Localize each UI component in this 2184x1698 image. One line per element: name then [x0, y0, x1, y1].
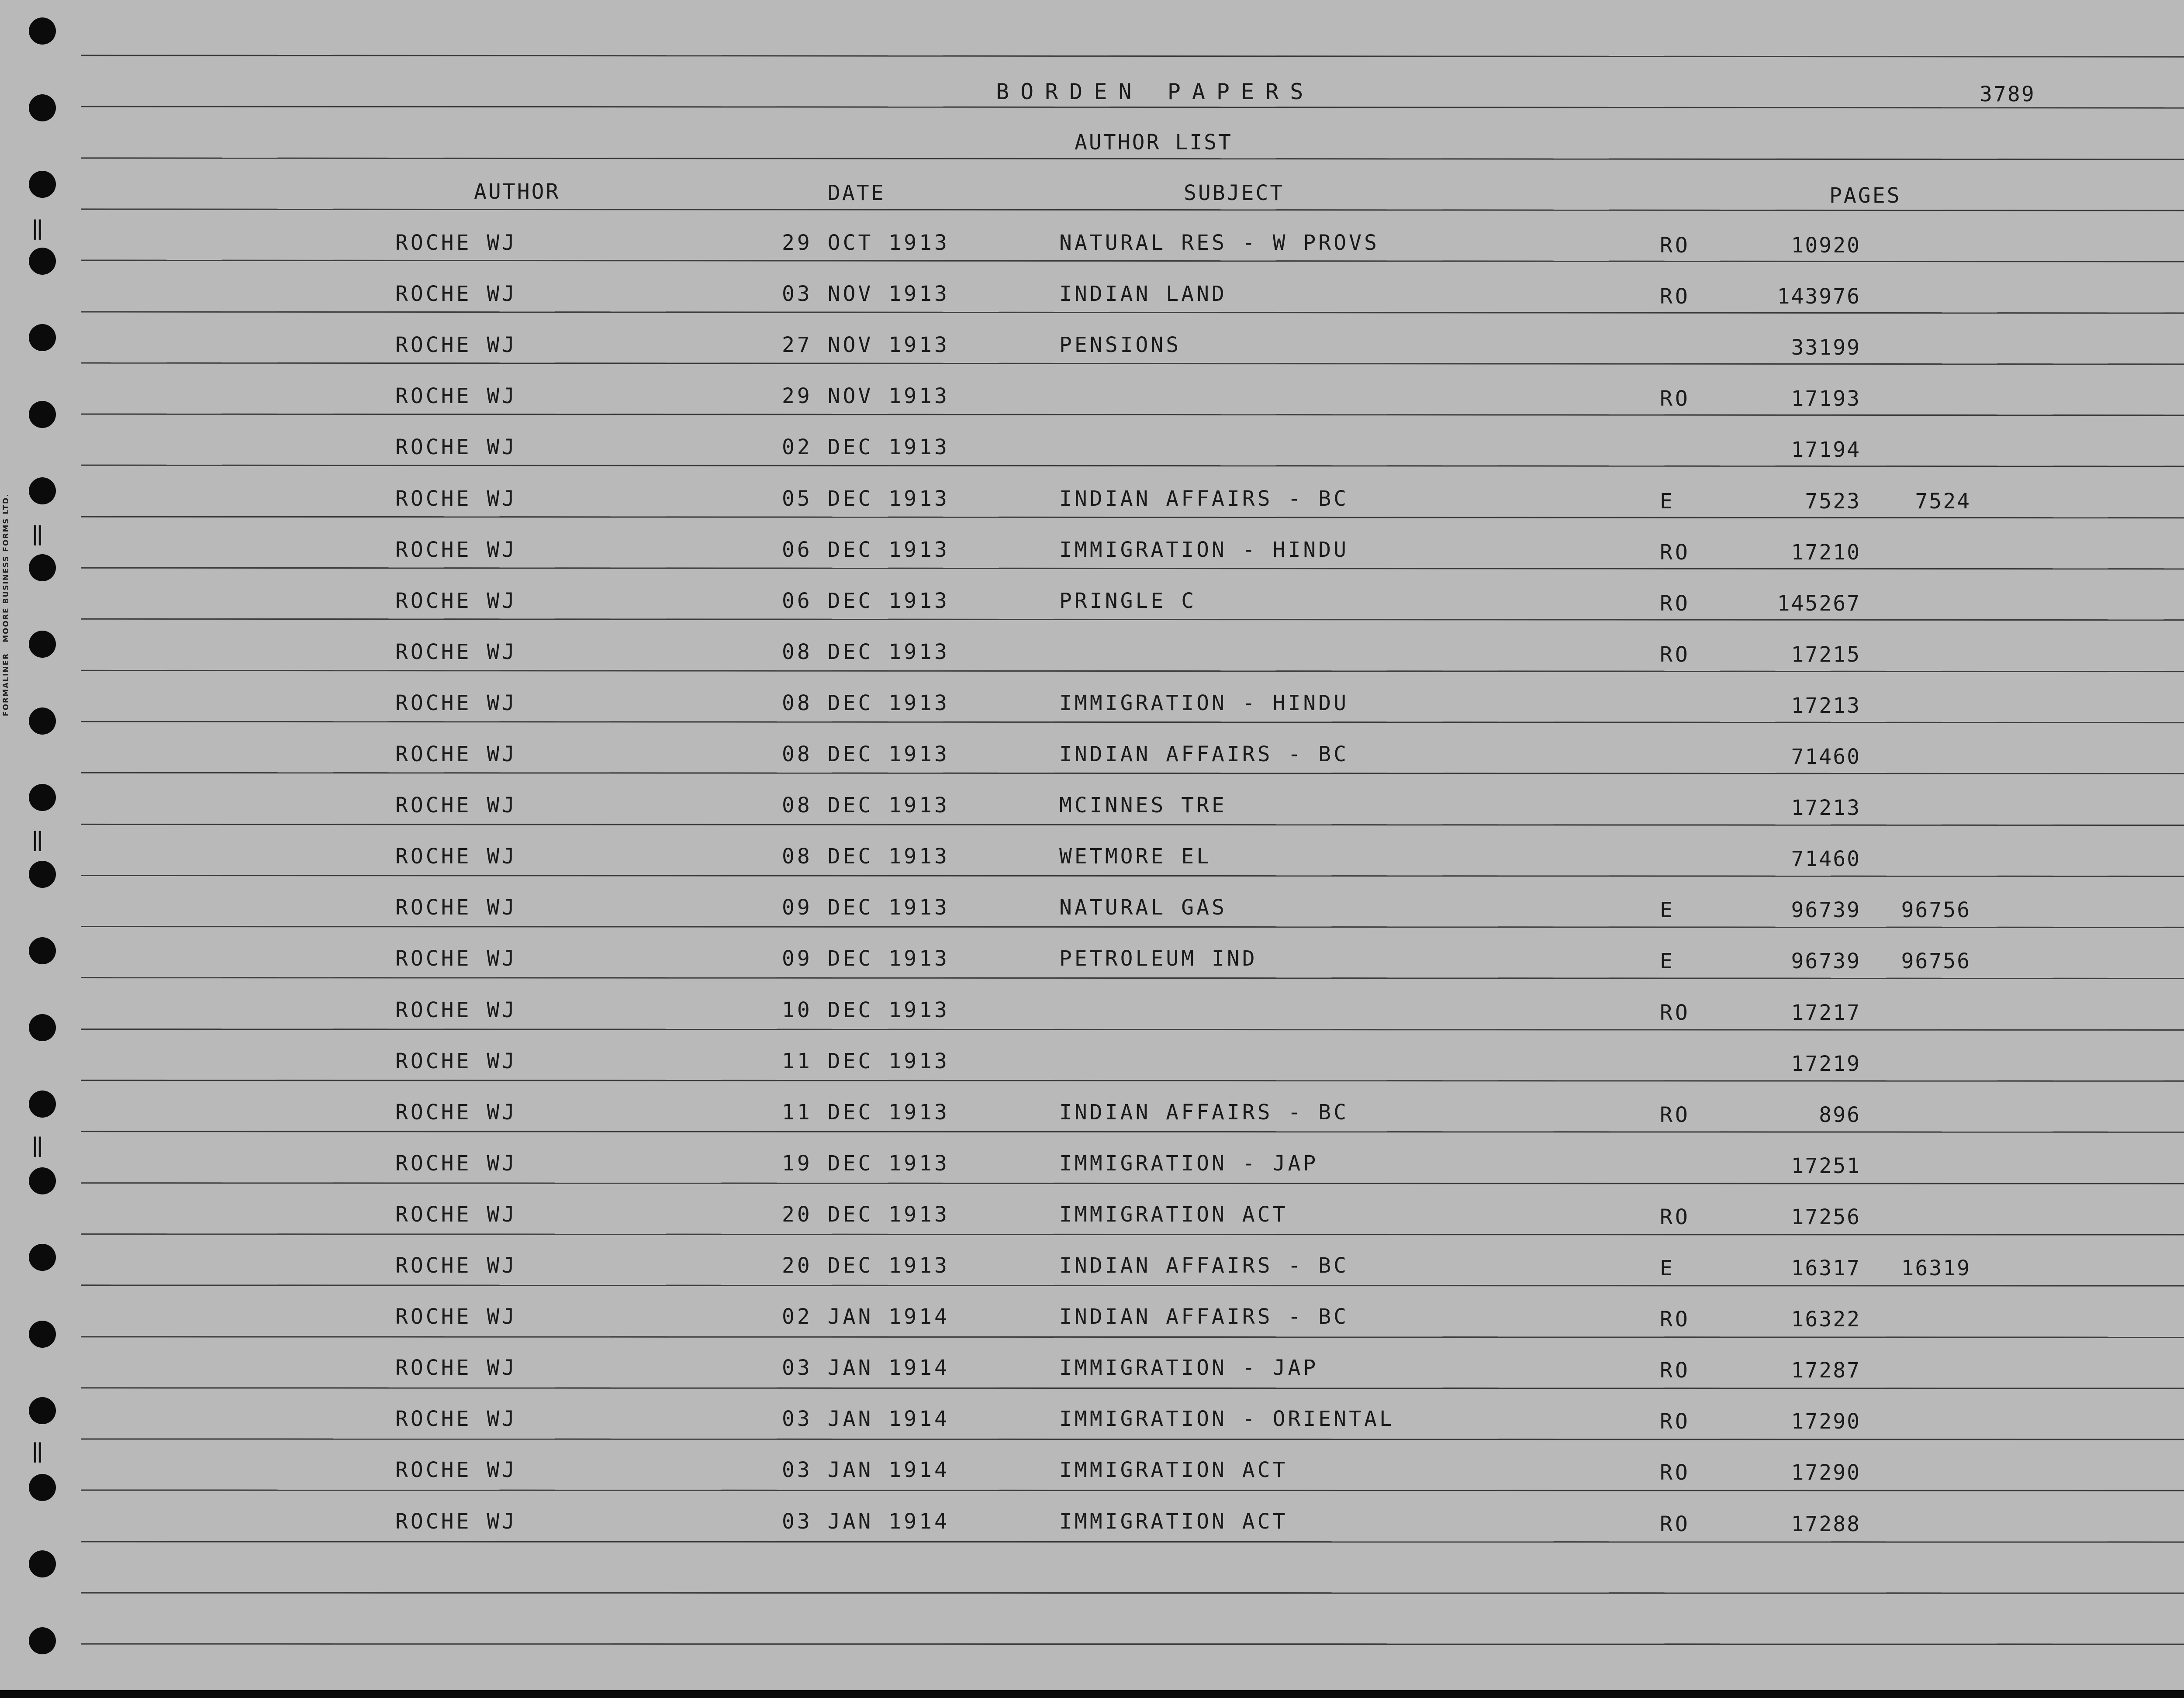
page-end-cell: 7524: [1915, 489, 1971, 514]
author-cell: ROCHE WJ: [395, 998, 518, 1022]
form-rule: [81, 824, 2184, 826]
page-end-cell: 96756: [1901, 949, 1971, 973]
subject-cell: IMMIGRATION ACT: [1059, 1509, 1288, 1534]
author-cell: ROCHE WJ: [395, 282, 518, 306]
page-start-cell: 17219: [1791, 1052, 1861, 1076]
form-rule: [81, 1028, 2184, 1031]
subject-cell: WETMORE EL: [1059, 844, 1212, 869]
author-cell: ROCHE WJ: [395, 742, 518, 766]
author-cell: ROCHE WJ: [395, 1407, 518, 1431]
left-feed-hole: [29, 1321, 56, 1348]
date-cell: 02 DEC 1913: [782, 435, 950, 459]
code-cell: E: [1660, 1256, 1675, 1280]
date-cell: 08 DEC 1913: [782, 640, 950, 664]
author-cell: ROCHE WJ: [395, 1509, 518, 1534]
subject-cell: IMMIGRATION - JAP: [1059, 1356, 1319, 1380]
subject-cell: INDIAN AFFAIRS - BC: [1059, 487, 1349, 511]
date-cell: 03 JAN 1914: [782, 1407, 950, 1431]
code-cell: RO: [1660, 387, 1690, 411]
page-start-cell: 7523: [1805, 489, 1861, 514]
left-feed-hole: [29, 401, 56, 428]
author-cell: ROCHE WJ: [395, 793, 518, 818]
code-cell: RO: [1660, 1358, 1690, 1383]
margin-print: FORMALINER MOORE BUSINESS FORMS LTD.: [2, 493, 10, 716]
date-cell: 02 JAN 1914: [782, 1305, 950, 1329]
form-rule: [81, 1489, 2184, 1491]
form-rule: [81, 670, 2184, 672]
form-rule: [81, 977, 2184, 979]
date-cell: 20 DEC 1913: [782, 1202, 950, 1227]
subject-cell: IMMIGRATION ACT: [1059, 1202, 1288, 1227]
form-rule: [81, 414, 2184, 416]
author-cell: ROCHE WJ: [395, 231, 518, 255]
left-feed-hole: [29, 17, 56, 45]
left-feed-hole: [29, 248, 56, 275]
page-start-cell: 17287: [1791, 1358, 1861, 1383]
code-cell: RO: [1660, 1307, 1690, 1332]
subject-cell: INDIAN AFFAIRS - BC: [1059, 1253, 1349, 1278]
left-feed-hole: [29, 1167, 56, 1194]
left-feed-hole: [29, 631, 56, 658]
form-rule: [81, 567, 2184, 570]
author-cell: ROCHE WJ: [395, 589, 518, 613]
date-cell: 29 NOV 1913: [782, 384, 950, 408]
subject-cell: NATURAL GAS: [1059, 895, 1227, 920]
form-rule: [81, 721, 2184, 723]
perforation-mark: ‖: [31, 1439, 42, 1463]
page-start-cell: 10920: [1791, 233, 1861, 258]
date-cell: 11 DEC 1913: [782, 1049, 950, 1073]
page-start-cell: 17213: [1791, 694, 1861, 718]
left-feed-hole: [29, 324, 56, 351]
form-rule: [81, 772, 2184, 774]
page-start-cell: 17290: [1791, 1460, 1861, 1485]
author-cell: ROCHE WJ: [395, 1100, 518, 1125]
subject-cell: NATURAL RES - W PROVS: [1059, 231, 1379, 255]
subject-cell: INDIAN LAND: [1059, 282, 1227, 306]
form-rule: [81, 1080, 2184, 1082]
code-cell: RO: [1660, 233, 1690, 258]
date-cell: 06 DEC 1913: [782, 589, 950, 613]
code-cell: RO: [1660, 540, 1690, 565]
column-header-author: AUTHOR: [474, 179, 560, 204]
author-cell: ROCHE WJ: [395, 333, 518, 357]
page-start-cell: 17210: [1791, 540, 1861, 565]
left-feed-hole: [29, 861, 56, 888]
page-end-cell: 16319: [1901, 1256, 1971, 1280]
author-cell: ROCHE WJ: [395, 1458, 518, 1482]
page-start-cell: 145267: [1777, 591, 1861, 616]
left-feed-hole: [29, 1091, 56, 1118]
author-cell: ROCHE WJ: [395, 946, 518, 971]
page-number: 3789: [1980, 82, 2035, 107]
date-cell: 08 DEC 1913: [782, 691, 950, 715]
date-cell: 03 JAN 1914: [782, 1509, 950, 1534]
form-rule: [81, 311, 2184, 314]
subject-cell: PETROLEUM IND: [1059, 946, 1258, 971]
left-feed-hole: [29, 1550, 56, 1577]
page-start-cell: 17213: [1791, 796, 1861, 820]
code-cell: RO: [1660, 591, 1690, 616]
date-cell: 08 DEC 1913: [782, 844, 950, 869]
left-feed-hole: [29, 1627, 56, 1654]
author-cell: ROCHE WJ: [395, 384, 518, 408]
code-cell: E: [1660, 489, 1675, 514]
page-start-cell: 17193: [1791, 387, 1861, 411]
form-rule: [81, 1541, 2184, 1543]
list-title: AUTHOR LIST: [1075, 130, 1233, 155]
code-cell: RO: [1660, 1205, 1690, 1229]
code-cell: RO: [1660, 1409, 1690, 1434]
form-rule: [81, 259, 2184, 262]
subject-cell: INDIAN AFFAIRS - BC: [1059, 1305, 1349, 1329]
code-cell: E: [1660, 949, 1675, 973]
left-feed-hole: [29, 708, 56, 735]
author-cell: ROCHE WJ: [395, 435, 518, 459]
perforation-mark: ‖: [31, 216, 42, 240]
date-cell: 19 DEC 1913: [782, 1151, 950, 1176]
page-start-cell: 896: [1819, 1103, 1861, 1127]
perforation-mark: ‖: [31, 522, 42, 545]
code-cell: RO: [1660, 1512, 1690, 1536]
left-feed-hole: [29, 1244, 56, 1271]
page-start-cell: 17290: [1791, 1409, 1861, 1434]
form-rule: [81, 926, 2184, 928]
author-cell: ROCHE WJ: [395, 844, 518, 869]
author-cell: ROCHE WJ: [395, 1356, 518, 1380]
date-cell: 27 NOV 1913: [782, 333, 950, 357]
page-start-cell: 96739: [1791, 949, 1861, 973]
column-header-pages: PAGES: [1829, 183, 1901, 208]
page-start-cell: 16322: [1791, 1307, 1861, 1332]
date-cell: 20 DEC 1913: [782, 1253, 950, 1278]
author-cell: ROCHE WJ: [395, 487, 518, 511]
left-feed-hole: [29, 1014, 56, 1041]
form-rule: [81, 157, 2184, 160]
form-rule: [81, 1182, 2184, 1184]
form-rule: [81, 465, 2184, 467]
author-cell: ROCHE WJ: [395, 1151, 518, 1176]
form-rule: [81, 1643, 2184, 1645]
author-cell: ROCHE WJ: [395, 895, 518, 920]
left-feed-hole: [29, 937, 56, 964]
date-cell: 09 DEC 1913: [782, 946, 950, 971]
column-header-subject: SUBJECT: [1184, 181, 1285, 205]
code-cell: RO: [1660, 1460, 1690, 1485]
subject-cell: MCINNES TRE: [1059, 793, 1227, 818]
subject-cell: PRINGLE C: [1059, 589, 1197, 613]
form-rule: [81, 1233, 2184, 1235]
form-rule: [81, 208, 2184, 211]
subject-cell: IMMIGRATION - JAP: [1059, 1151, 1319, 1176]
page-start-cell: 71460: [1791, 745, 1861, 769]
author-cell: ROCHE WJ: [395, 691, 518, 715]
left-feed-hole: [29, 554, 56, 581]
form-rule: [81, 1284, 2184, 1286]
page-start-cell: 33199: [1791, 335, 1861, 360]
date-cell: 10 DEC 1913: [782, 998, 950, 1022]
date-cell: 08 DEC 1913: [782, 793, 950, 818]
subject-cell: INDIAN AFFAIRS - BC: [1059, 1100, 1349, 1125]
author-cell: ROCHE WJ: [395, 1253, 518, 1278]
date-cell: 06 DEC 1913: [782, 538, 950, 562]
form-rule: [81, 516, 2184, 519]
page-start-cell: 16317: [1791, 1256, 1861, 1280]
page-end-cell: 96756: [1901, 898, 1971, 922]
page-start-cell: 17215: [1791, 642, 1861, 667]
author-cell: ROCHE WJ: [395, 640, 518, 664]
perforation-mark: ‖: [31, 1133, 42, 1157]
page-start-cell: 96739: [1791, 898, 1861, 922]
left-feed-hole: [29, 171, 56, 198]
code-cell: RO: [1660, 642, 1690, 667]
form-rule: [81, 1387, 2184, 1389]
subject-cell: IMMIGRATION - HINDU: [1059, 691, 1349, 715]
form-rule: [81, 875, 2184, 877]
column-header-date: DATE: [828, 181, 885, 205]
author-cell: ROCHE WJ: [395, 1305, 518, 1329]
page-start-cell: 17288: [1791, 1512, 1861, 1536]
code-cell: RO: [1660, 1103, 1690, 1127]
date-cell: 05 DEC 1913: [782, 487, 950, 511]
date-cell: 09 DEC 1913: [782, 895, 950, 920]
form-rule: [81, 1438, 2184, 1440]
date-cell: 08 DEC 1913: [782, 742, 950, 766]
date-cell: 11 DEC 1913: [782, 1100, 950, 1125]
code-cell: RO: [1660, 1001, 1690, 1025]
author-cell: ROCHE WJ: [395, 1202, 518, 1227]
form-rule: [81, 55, 2184, 57]
page-start-cell: 17194: [1791, 438, 1861, 462]
author-cell: ROCHE WJ: [395, 1049, 518, 1073]
form-rule: [81, 1131, 2184, 1133]
form-rule: [81, 106, 2184, 108]
page-start-cell: 17217: [1791, 1001, 1861, 1025]
code-cell: RO: [1660, 284, 1690, 309]
subject-cell: PENSIONS: [1059, 333, 1182, 357]
date-cell: 03 JAN 1914: [782, 1356, 950, 1380]
subject-cell: INDIAN AFFAIRS - BC: [1059, 742, 1349, 766]
left-feed-hole: [29, 94, 56, 121]
left-feed-hole: [29, 1397, 56, 1424]
subject-cell: IMMIGRATION - HINDU: [1059, 538, 1349, 562]
form-rule: [81, 1336, 2184, 1338]
date-cell: 03 NOV 1913: [782, 282, 950, 306]
date-cell: 29 OCT 1913: [782, 231, 950, 255]
left-feed-hole: [29, 784, 56, 811]
author-cell: ROCHE WJ: [395, 538, 518, 562]
page-start-cell: 17256: [1791, 1205, 1861, 1229]
code-cell: E: [1660, 898, 1675, 922]
page-start-cell: 71460: [1791, 847, 1861, 871]
left-feed-hole: [29, 1474, 56, 1501]
perforation-mark: ‖: [31, 828, 42, 851]
subject-cell: IMMIGRATION ACT: [1059, 1458, 1288, 1482]
document-title: BORDEN PAPERS: [996, 79, 1315, 104]
subject-cell: IMMIGRATION - ORIENTAL: [1059, 1407, 1395, 1431]
form-rule: [81, 362, 2184, 365]
date-cell: 03 JAN 1914: [782, 1458, 950, 1482]
form-rule: [81, 618, 2184, 621]
page-start-cell: 143976: [1777, 284, 1861, 309]
page-start-cell: 17251: [1791, 1154, 1861, 1178]
left-feed-hole: [29, 477, 56, 504]
form-rule: [81, 1592, 2184, 1594]
